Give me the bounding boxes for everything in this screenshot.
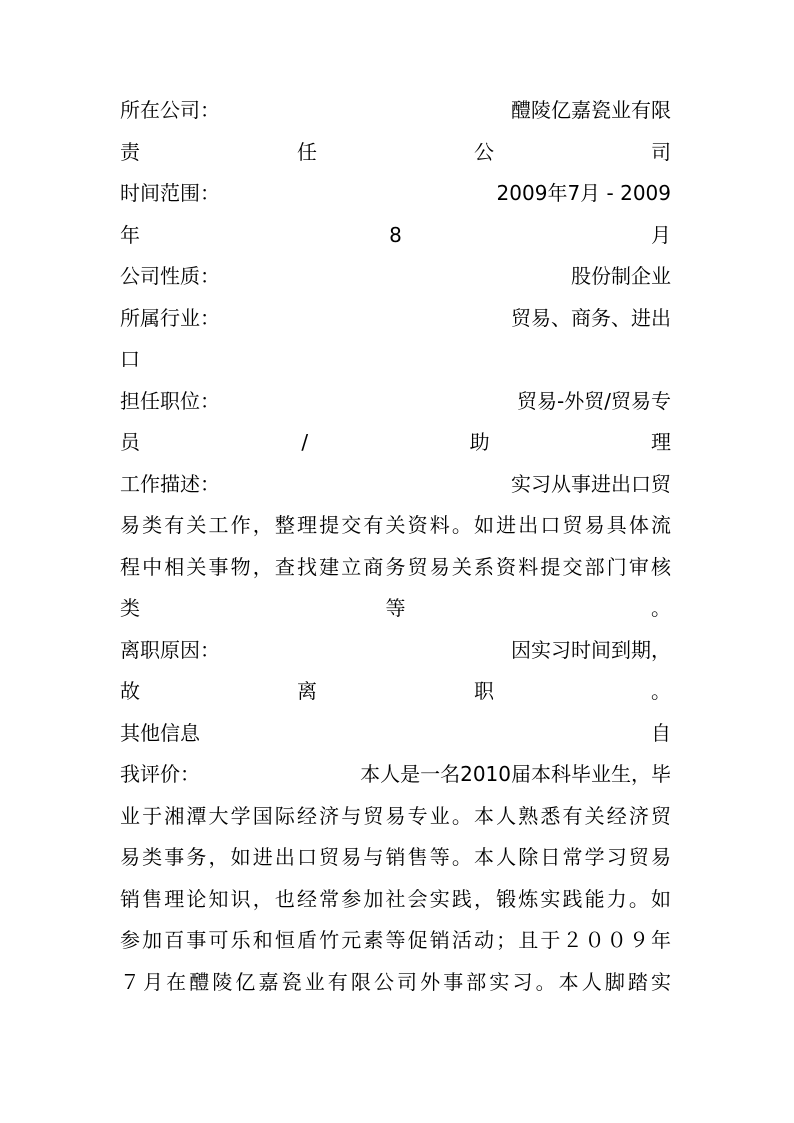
- document-page: [120, 90, 671, 1003]
- description-row: [120, 464, 671, 506]
- leave-reason-continued: [120, 671, 671, 713]
- self-evaluation-text: 参加百事可乐和恒盾竹元素等促销活动；且于２００９年: [120, 928, 671, 952]
- self-evaluation-text: 销售理论知识，也经常参加社会实践，锻炼实践能力。如: [120, 886, 671, 911]
- other-info-value: 自: [651, 720, 671, 745]
- other-info-row: [120, 713, 671, 755]
- company-row: [120, 90, 671, 132]
- leave-reason-value: 因实习时间到期，: [511, 637, 671, 662]
- description-text: 程中相关事物，查找建立商务贸易关系资料提交部门审核: [120, 554, 671, 579]
- description-text-end: [120, 588, 671, 630]
- nature-row: [120, 256, 671, 298]
- spread-char: 故: [120, 679, 140, 703]
- spread-char: 员: [120, 430, 140, 454]
- position-value: 贸易-外贸/贸易专: [517, 388, 671, 413]
- spread-char: 年: [120, 222, 140, 247]
- spread-char: 离: [297, 679, 317, 703]
- company-label: 所在公司：: [120, 98, 220, 122]
- leave-reason-label: 离职原因：: [120, 637, 220, 662]
- description-value: 实习从事进出口贸: [511, 471, 671, 496]
- company-value-continued: [120, 132, 671, 174]
- spread-char: 等: [385, 596, 406, 620]
- spread-char: 司: [651, 139, 671, 164]
- spread-char: 。: [651, 596, 671, 620]
- spread-char: 任: [297, 139, 317, 164]
- description-text: 易类有关工作，整理提交有关资料。如进出口贸易具体流: [120, 513, 671, 537]
- spread-char: 。: [651, 679, 671, 703]
- industry-row: [120, 298, 671, 340]
- self-evaluation-label: 我评价：: [120, 762, 200, 786]
- industry-label: 所属行业：: [120, 305, 220, 330]
- leave-reason-row: [120, 630, 671, 672]
- industry-value-continued: 口: [120, 347, 140, 371]
- spread-char: 理: [650, 430, 671, 454]
- spread-char: 职: [474, 679, 494, 703]
- position-row: [120, 381, 671, 423]
- description-label: 工作描述：: [120, 471, 220, 496]
- spread-char: 类: [120, 596, 140, 620]
- position-label: 担任职位：: [120, 388, 220, 413]
- other-info-label: 其他信息: [120, 720, 200, 745]
- period-label: 时间范围：: [120, 181, 220, 205]
- nature-label: 公司性质：: [120, 264, 220, 288]
- spread-char: 月: [650, 222, 671, 247]
- self-evaluation-text: 业于湘潭大学国际经济与贸易专业。本人熟悉有关经济贸: [120, 803, 671, 828]
- self-evaluation-text: ７月在醴陵亿嘉瓷业有限公司外事部实习。本人脚踏实: [120, 969, 671, 994]
- spread-char: 助: [469, 430, 490, 454]
- self-evaluation-value: 本人是一名2010届本科毕业生，毕: [360, 762, 671, 786]
- self-evaluation-text: 易类事务，如进出口贸易与销售等。本人除日常学习贸易: [120, 845, 671, 869]
- period-row: [120, 173, 671, 215]
- period-value: 2009年7月 - 2009: [496, 181, 671, 205]
- spread-char: /: [301, 430, 309, 454]
- spread-char: 责: [120, 139, 140, 164]
- spread-char: 公: [474, 139, 494, 164]
- industry-value: 贸易、商务、进出: [511, 305, 671, 330]
- self-evaluation-row: [120, 754, 671, 796]
- period-value-continued: [120, 215, 671, 257]
- position-value-continued: [120, 422, 671, 464]
- company-value: 醴陵亿嘉瓷业有限: [511, 98, 671, 122]
- spread-char: 8: [389, 222, 402, 247]
- nature-value: 股份制企业: [571, 264, 671, 288]
